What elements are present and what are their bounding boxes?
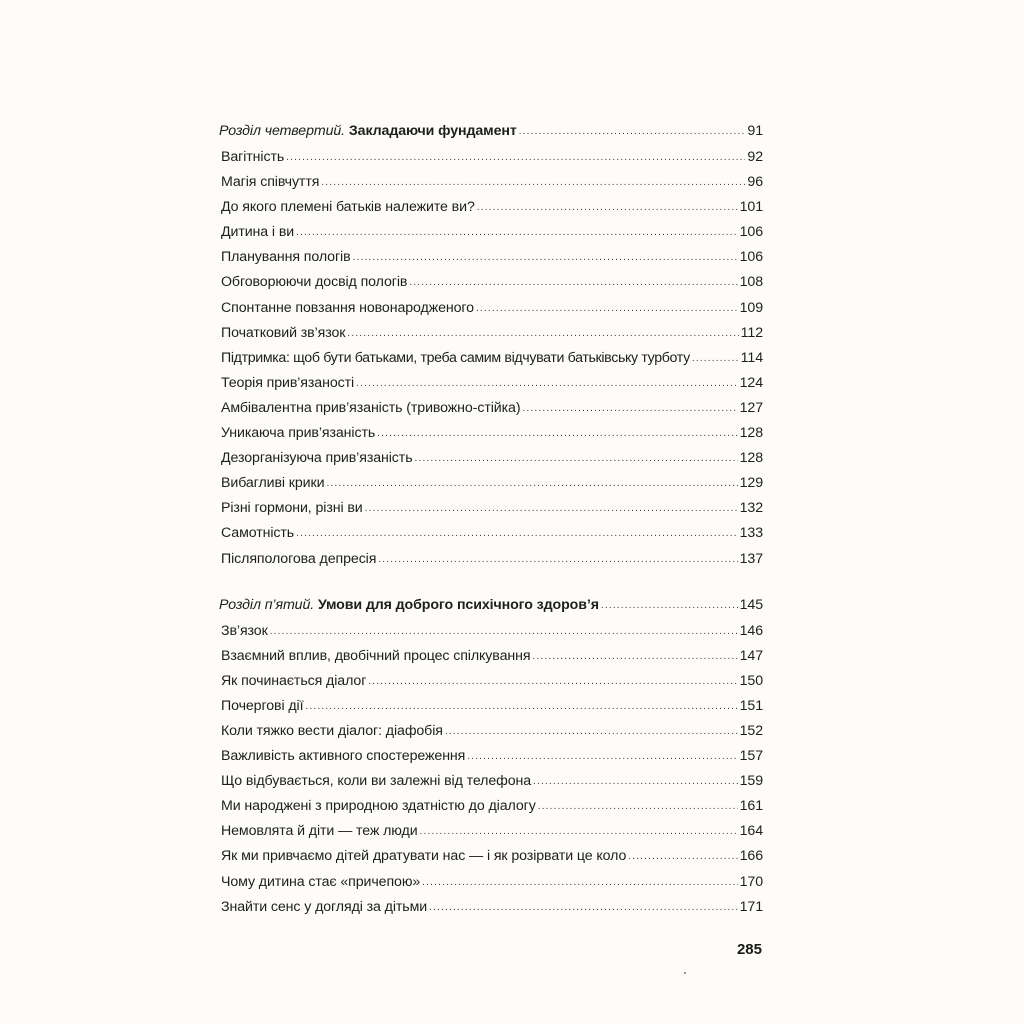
entry-title: Підтримка: щоб бути батьками, треба самим відчувати батьківську турботу [221, 349, 690, 366]
entry-page: 106 [739, 249, 763, 266]
entry-title: Дитина і ви [221, 224, 295, 241]
entry-page: 150 [739, 672, 763, 689]
toc-entry [219, 794, 763, 819]
entry-title: Уникаюча прив’язаність [221, 425, 376, 442]
entry-page: 166 [739, 848, 763, 865]
toc-entry [219, 819, 763, 844]
toc-entry [219, 195, 763, 220]
toc-entry [219, 619, 763, 644]
dot-leader [519, 118, 746, 145]
toc-entry [219, 220, 763, 245]
entry-title: Амбівалентна прив’язаність (тривожно-стійка) [221, 399, 521, 416]
toc-entry [219, 396, 763, 421]
entry-title: Спонтанне повзання новонародженого [221, 299, 474, 316]
entry-title: Немовлята й діти — теж люди [221, 823, 418, 840]
entry-title: Самотність [221, 525, 295, 542]
entry-title: Ми народжені з природною здатністю до діалогу [221, 798, 536, 815]
entry-title: Знайти сенс у догляді за дітьми [221, 898, 428, 915]
entry-page: 161 [739, 798, 763, 815]
toc-entry [219, 446, 763, 471]
entry-page: 124 [739, 374, 763, 391]
chapter-page: 145 [739, 596, 763, 613]
entry-page: 157 [739, 748, 763, 765]
dot-leader [353, 245, 738, 270]
dot-leader [522, 396, 737, 421]
chapter-page: 91 [747, 123, 763, 139]
entry-page: 146 [739, 622, 763, 639]
toc-entry [219, 321, 763, 346]
dot-leader [356, 371, 738, 396]
toc-section-chapter-4 [219, 118, 763, 572]
page-number: 285 [736, 941, 762, 958]
dot-leader [476, 296, 738, 321]
dot-leader [296, 220, 738, 245]
entry-page: 112 [740, 324, 763, 341]
entry-title: Магія співчуття [221, 174, 320, 191]
chapter-title: Закладаючи фундамент [348, 123, 517, 139]
dot-leader [321, 170, 745, 195]
dot-leader [270, 619, 738, 644]
entry-page: 101 [739, 199, 763, 216]
entry-page: 108 [739, 274, 763, 291]
entry-title: Коли тяжко вести діалог: діафобія [221, 722, 443, 739]
dot-leader [477, 195, 738, 220]
entry-title: Важливість активного спостереження [221, 748, 466, 765]
toc-entry [219, 744, 763, 769]
table-of-contents [219, 118, 763, 920]
toc-entry [219, 547, 763, 572]
toc-entry [219, 346, 763, 371]
dot-leader [409, 270, 737, 295]
entry-title: Різні гормони, різні ви [221, 500, 363, 517]
entry-title: Як починається діалог [221, 672, 367, 689]
entry-title: Вагітність [221, 149, 285, 165]
dot-leader [347, 321, 738, 346]
dot-leader [538, 794, 738, 819]
chapter-label: Розділ п’ятий. [219, 596, 315, 613]
entry-page: 151 [739, 697, 763, 714]
entry-page: 152 [739, 722, 763, 739]
chapter-title: Умови для доброго психічного здоров’я [317, 596, 599, 613]
entry-page: 106 [739, 224, 763, 241]
dot-leader [286, 145, 745, 170]
dot-leader [414, 446, 737, 471]
entry-title: Чому дитина стає «причепою» [221, 873, 421, 890]
dot-leader [378, 547, 737, 572]
toc-entry [219, 719, 763, 744]
toc-entry [219, 644, 763, 669]
toc-section-chapter-5 [219, 592, 763, 920]
entry-page: 127 [739, 399, 763, 416]
entry-title: Вибагливі крики [221, 475, 325, 492]
toc-entry [219, 371, 763, 396]
entry-page: 137 [739, 550, 763, 567]
entry-page: 170 [739, 873, 763, 890]
chapter-label: Розділ четвертий. [219, 123, 346, 139]
entry-title: Дезорганізуюча прив’язаність [221, 450, 413, 467]
entry-title: Планування пологів [221, 249, 351, 266]
toc-entry [219, 870, 763, 895]
entry-page: 128 [739, 425, 763, 442]
dot-leader [445, 719, 738, 744]
toc-entry [219, 496, 763, 521]
entry-title: Як ми привчаємо дітей дратувати нас — і як розірвати це коло [221, 848, 627, 865]
dot-leader [628, 844, 737, 869]
toc-entry [219, 521, 763, 546]
dot-leader [601, 592, 738, 619]
dot-leader [368, 669, 737, 694]
toc-entry [219, 270, 763, 295]
entry-title: Зв’язок [221, 622, 268, 639]
toc-entry [219, 296, 763, 321]
toc-entry [219, 145, 763, 170]
paper-speck [684, 972, 686, 974]
toc-entry [219, 895, 763, 920]
dot-leader [533, 769, 738, 794]
dot-leader [305, 694, 737, 719]
entry-title: Взаємний вплив, двобічний процес спілкування [221, 647, 531, 664]
entry-page: 132 [739, 500, 763, 517]
entry-page: 129 [739, 475, 763, 492]
entry-title: Обговорюючи досвід пологів [221, 274, 408, 291]
entry-page: 164 [739, 823, 763, 840]
entry-page: 147 [739, 647, 763, 664]
toc-entry [219, 769, 763, 794]
toc-entry [219, 245, 763, 270]
toc-entry [219, 669, 763, 694]
entry-title: Що відбувається, коли ви залежні від телефона [221, 773, 532, 790]
dot-leader [532, 644, 737, 669]
dot-leader [365, 496, 738, 521]
toc-entry [219, 694, 763, 719]
dot-leader [422, 870, 737, 895]
dot-leader [692, 346, 739, 371]
entry-page: 133 [739, 525, 763, 542]
entry-title: Післяпологова депресія [221, 550, 377, 567]
toc-entry [219, 421, 763, 446]
dot-leader [429, 895, 738, 920]
entry-page: 159 [739, 773, 763, 790]
entry-page: 171 [739, 898, 763, 915]
entry-page: 114 [740, 349, 763, 366]
dot-leader [296, 521, 738, 546]
toc-entry [219, 170, 763, 195]
dot-leader [420, 819, 738, 844]
entry-page: 109 [739, 299, 763, 316]
toc-entry [219, 471, 763, 496]
chapter-heading [219, 592, 763, 619]
dot-leader [377, 421, 737, 446]
entry-page: 96 [747, 174, 763, 191]
entry-page: 128 [739, 450, 763, 467]
entry-title: До якого племені батьків належите ви? [221, 199, 475, 216]
entry-page: 92 [747, 149, 763, 165]
chapter-heading [219, 118, 763, 145]
toc-entry [219, 844, 763, 869]
dot-leader [467, 744, 737, 769]
entry-title: Початковий зв’язок [221, 324, 346, 341]
dot-leader [326, 471, 737, 496]
entry-title: Теорія прив’язаності [221, 374, 355, 391]
entry-title: Почергові дії [221, 697, 304, 714]
